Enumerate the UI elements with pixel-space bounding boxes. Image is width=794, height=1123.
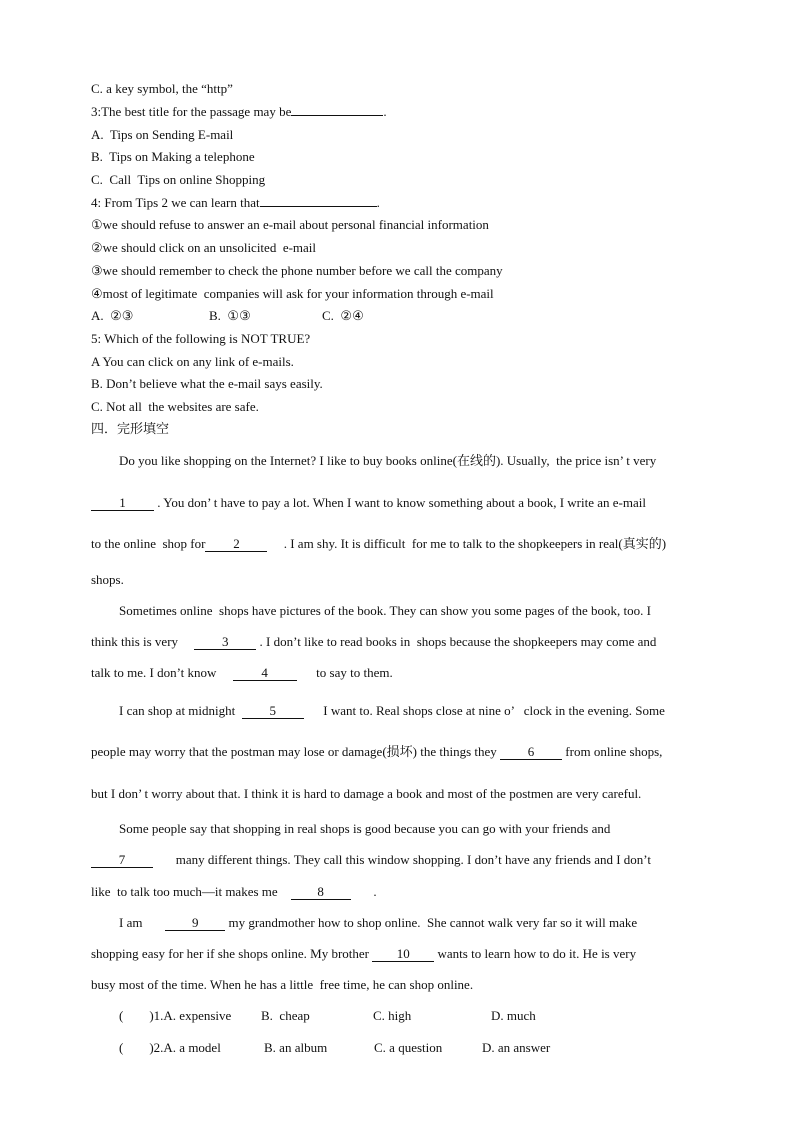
choice-2-a: ( )2.A. a model [119,1040,221,1055]
cloze-blank-8[interactable]: 8 [291,885,351,900]
cloze-p1-line1: Do you like shopping on the Internet? I like to buy books online(在线的). Usually, the price isn’ t very [119,453,657,468]
cloze-text: . I am shy. It is difficult for me to talk to the shopkeepers in real(真实的) [267,536,667,551]
q4-stem-end: . [376,195,380,210]
cloze-p5-line3: busy most of the time. When he has a little free time, he can shop online. [91,977,474,992]
cloze-text: from online shops, [562,744,663,759]
cloze-text: I am [119,915,166,930]
q3-option-a: A. Tips on Sending E-mail [91,127,234,142]
choice-2-c: C. a question [374,1040,443,1055]
cloze-p3-line1 [119,703,665,719]
cloze-text: people may worry that the postman may lose or damage(损坏) the things they [91,744,501,759]
cloze-text: talk to me. I don’t know [91,665,233,680]
q4-statement-3: ③we should remember to check the phone number before we call the company [91,263,503,278]
q3-option-c: C. Call Tips on online Shopping [91,172,266,187]
cloze-text: to the online shop for [91,536,206,551]
choice-2-b: B. an album [264,1040,328,1055]
cloze-p5-line1 [119,915,637,931]
cloze-text: . I don’t like to read books in shops because the shopkeepers may come and [256,634,657,649]
q5-stem: 5: Which of the following is NOT TRUE? [91,331,311,346]
cloze-blank-6[interactable]: 6 [500,745,562,760]
cloze-blank-9[interactable]: 9 [165,916,225,931]
cloze-text: my grandmother how to shop online. She cannot walk very far so it will make [225,915,638,930]
choice-1-b: B. cheap [261,1008,310,1023]
q4-answer-blank [260,206,377,207]
q5-option-c: C. Not all the websites are safe. [91,399,259,414]
q3-stem-text: 3:The best title for the passage may be [91,104,292,119]
q4-statement-2: ②we should click on an unsolicited e-mail [91,240,317,255]
cloze-text: . You don’ t have to pay a lot. When I want to know something about a book, I write an e-mail [154,495,646,510]
cloze-p4-line3 [91,884,377,900]
q4-statement-4: ④most of legitimate companies will ask for your information through e-mail [91,286,494,301]
cloze-p1-line3 [91,536,666,552]
cloze-text: to say to them. [296,665,393,680]
cloze-text: shopping easy for her if she shops online. My brother [91,946,373,961]
cloze-p2-line3 [91,665,393,681]
q4-option-b: B. ①③ [209,308,251,323]
cloze-p3-line2 [91,744,662,760]
cloze-p2-line1: Sometimes online shops have pictures of the book. They can show you some pages of the book, too. I [119,603,651,618]
cloze-p5-line2 [91,946,636,962]
cloze-blank-7[interactable]: 7 [91,853,153,868]
cloze-text: wants to learn how to do it. He is very [434,946,637,961]
cloze-p1-line2 [91,495,646,511]
choice-1-c: C. high [373,1008,412,1023]
q3-stem-end: . [383,104,387,119]
q3-answer-blank [291,115,383,116]
cloze-blank-3[interactable]: 3 [194,635,256,650]
q4-statement-1: ①we should refuse to answer an e-mail about personal financial information [91,217,489,232]
cloze-p2-line2 [91,634,656,650]
cloze-text: I want to. Real shops close at nine o’ clock in the evening. Some [303,703,665,718]
q4-stem-text: 4: From Tips 2 we can learn that [91,195,260,210]
cloze-text: many different things. They call this window shopping. I don’t have any friends and I don’t [153,852,652,867]
q4-stem [91,195,380,211]
cloze-blank-1[interactable]: 1 [91,496,154,511]
cloze-p1-line4: shops. [91,572,124,587]
q5-option-a: A You can click on any link of e-mails. [91,354,294,369]
cloze-blank-5[interactable]: 5 [242,704,304,719]
choice-2-d: D. an answer [482,1040,551,1055]
section-heading: 四．完形填空 [91,422,170,437]
cloze-blank-10[interactable]: 10 [372,947,434,962]
cloze-p4-line2 [91,852,651,868]
cloze-text: . [350,884,377,899]
q5-option-b: B. Don’t believe what the e-mail says easily. [91,376,323,391]
q3-stem [91,104,387,120]
q4-option-a: A. ②③ [91,308,134,323]
q4-option-c: C. ②④ [322,308,364,323]
q3-option-b: B. Tips on Making a telephone [91,149,255,164]
cloze-text: like to talk too much—it makes me [91,884,291,899]
q2-option-c: C. a key symbol, the “http” [91,81,233,96]
cloze-p3-line3: but I don’ t worry about that. I think it is hard to damage a book and most of the postmen are very careful. [91,786,642,801]
cloze-p4-line1: Some people say that shopping in real shops is good because you can go with your friends and [119,821,611,836]
choice-1-d: D. much [491,1008,536,1023]
cloze-blank-4[interactable]: 4 [233,666,297,681]
cloze-text: I can shop at midnight [119,703,242,718]
cloze-text: think this is very [91,634,195,649]
choice-1-a: ( )1.A. expensive [119,1008,232,1023]
cloze-blank-2[interactable]: 2 [205,537,267,552]
